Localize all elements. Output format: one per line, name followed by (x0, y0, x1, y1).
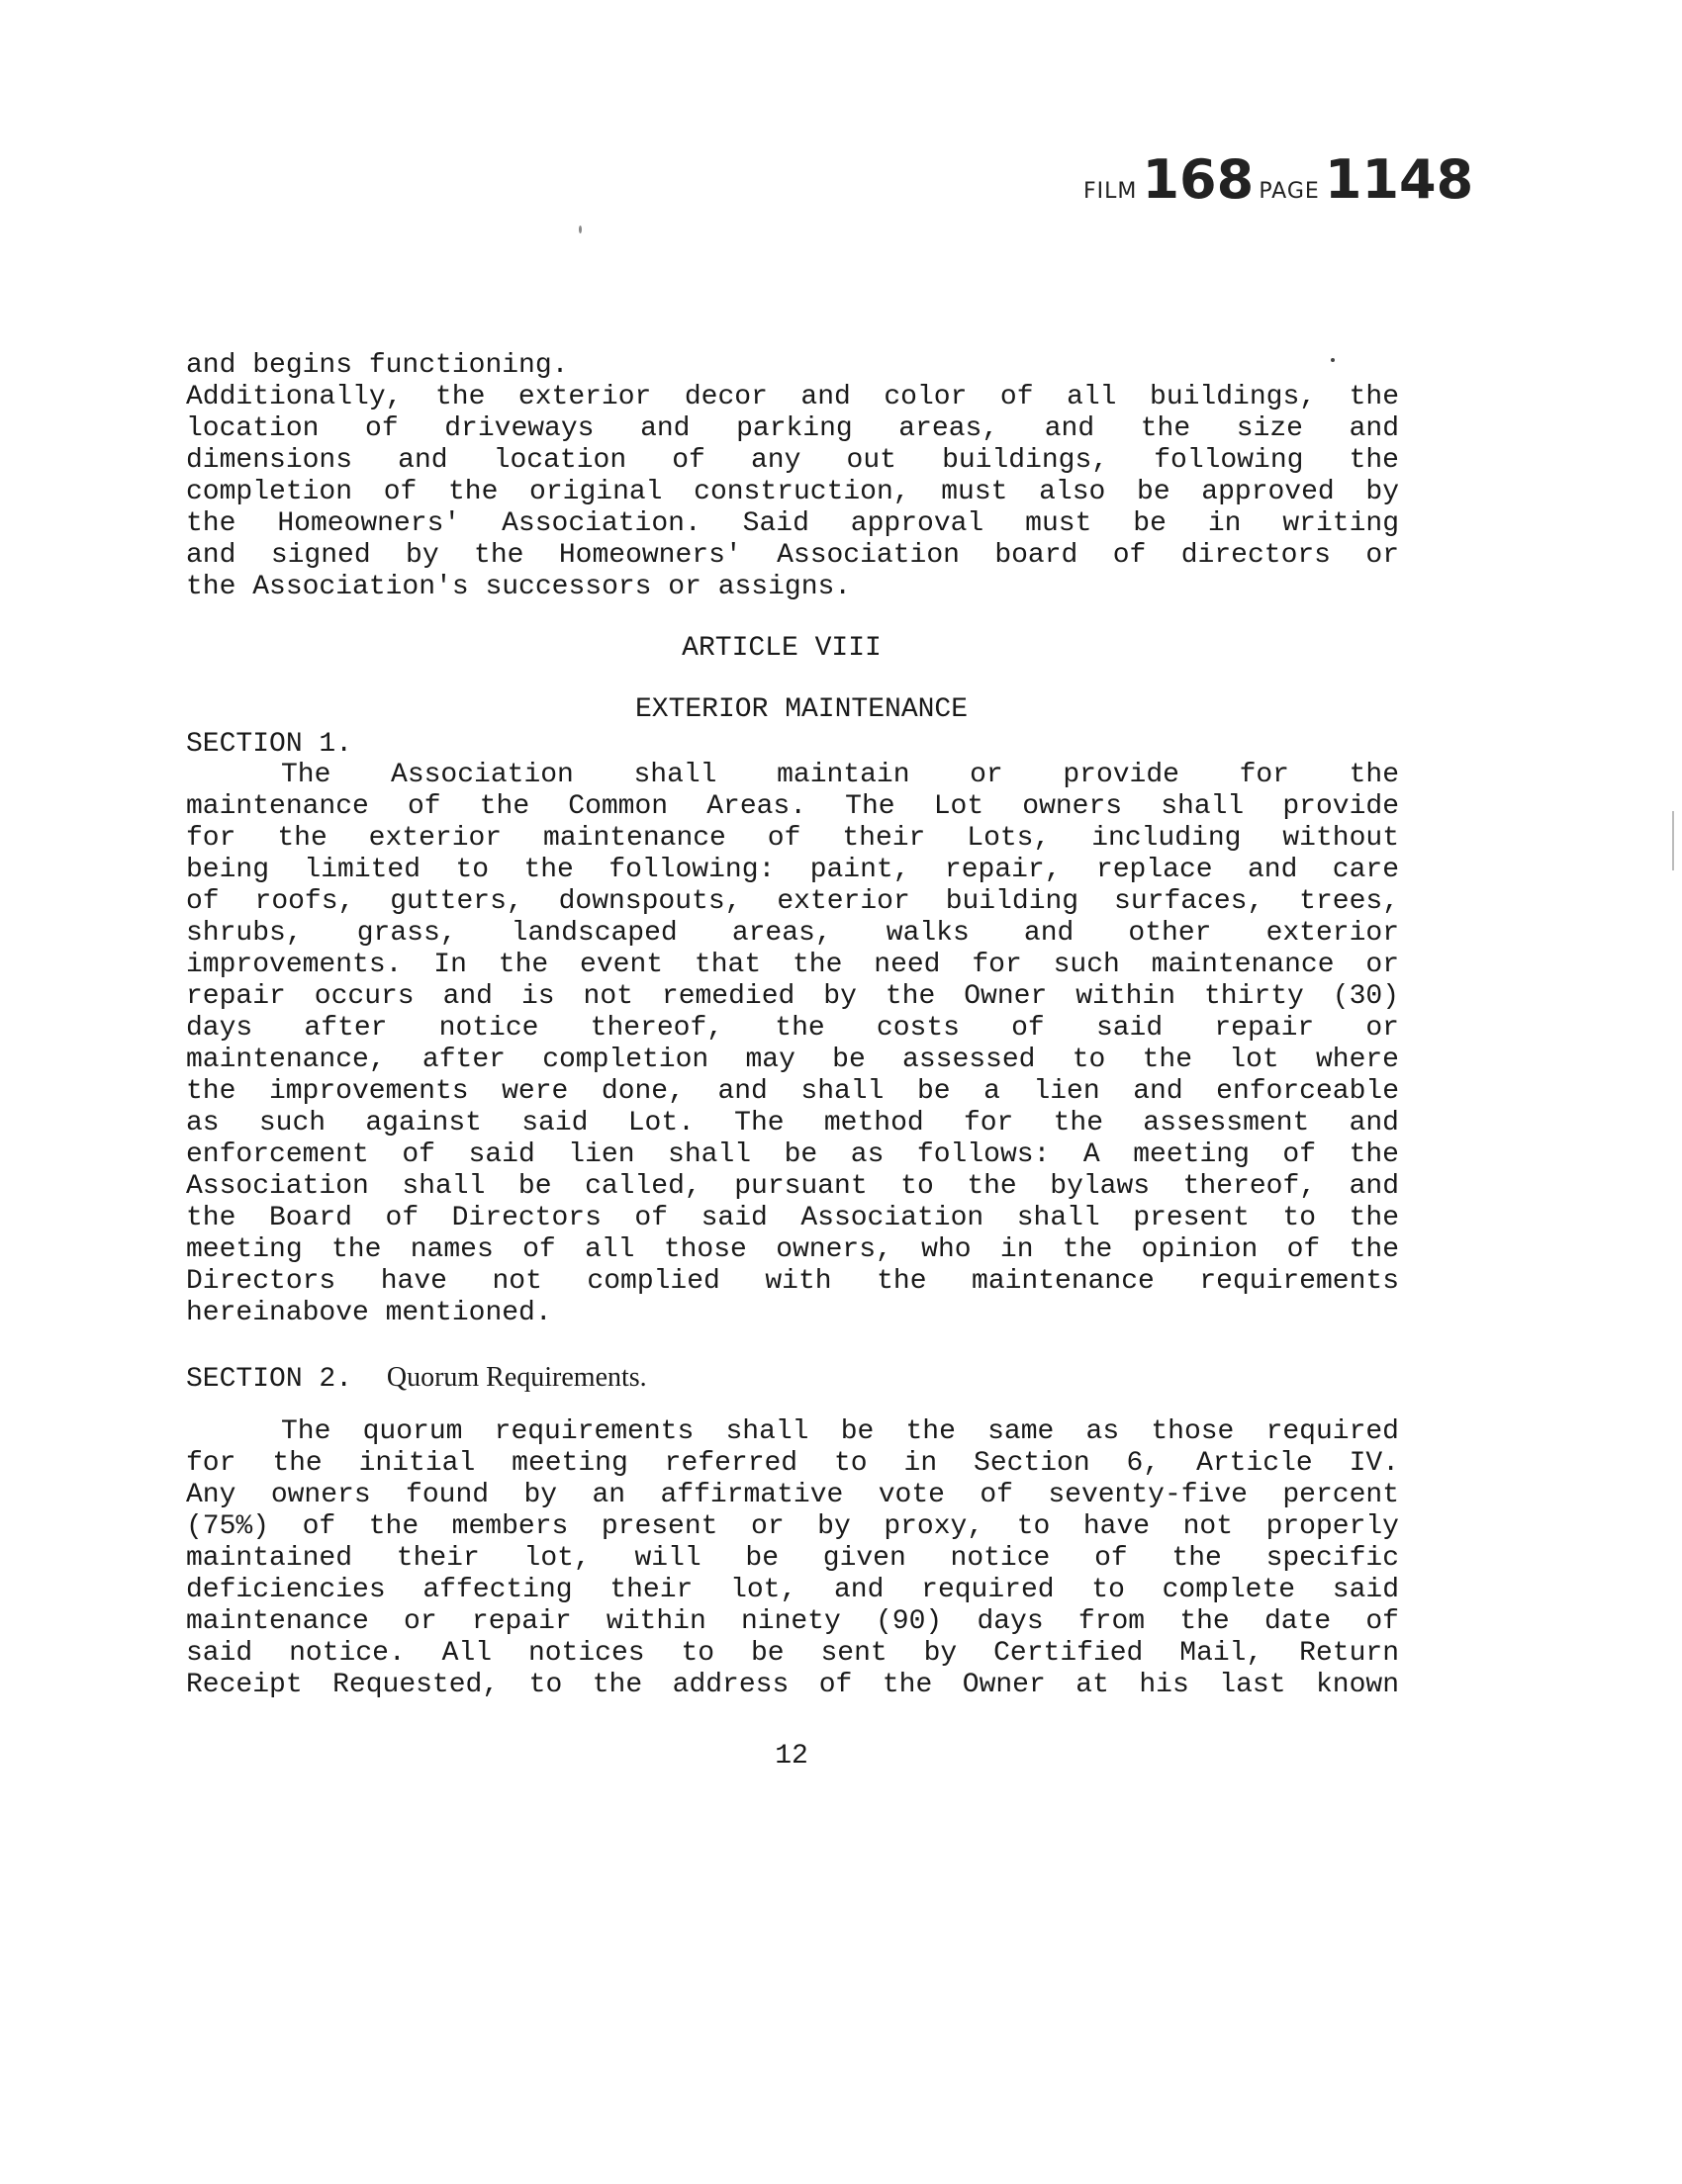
section-1-paragraph (186, 760, 1399, 1329)
text-line: Additionally, the exterior decor and color of all buildings, the (186, 382, 1399, 412)
text-line: dimensions and location of any out buildings, following the (186, 445, 1399, 476)
section-2-title: Quorum Requirements. (386, 1362, 647, 1393)
scan-speck (579, 226, 582, 233)
text-line: completion of the original construction, must also be approved by (186, 477, 1399, 507)
text-line: the Association's successors or assigns. (186, 572, 852, 602)
text-line: The Association shall maintain or provide for the (281, 760, 1399, 790)
text-line: of roofs, gutters, downspouts, exterior building surfaces, trees, (186, 886, 1399, 917)
text-line: hereinabove mentioned. (186, 1298, 552, 1328)
text-line: for the initial meeting referred to in Section 6, Article IV. (186, 1448, 1399, 1479)
scan-speck (1331, 358, 1335, 362)
page-number-stamp: 1148 (1324, 148, 1474, 211)
section-2-heading (186, 1362, 647, 1395)
text-line: (75%) of the members present or by proxy, to have not properly (186, 1511, 1399, 1542)
text-line: enforcement of said lien shall be as follows: A meeting of the (186, 1139, 1399, 1170)
text-line: Directors have not complied with the maintenance requirements (186, 1266, 1399, 1297)
film-number: 168 (1142, 148, 1255, 211)
section-2-paragraph (186, 1416, 1399, 1701)
text-line: meeting the names of all those owners, who in the opinion of the (186, 1234, 1399, 1265)
text-line: as such against said Lot. The method for the assessment and (186, 1108, 1399, 1138)
text-line: deficiencies affecting their lot, and required to complete said (186, 1575, 1399, 1605)
film-label: FILM (1083, 179, 1138, 204)
text-line: maintained their lot, will be given notice of the specific (186, 1543, 1399, 1574)
text-line: the improvements were done, and shall be a lien and enforceable (186, 1076, 1399, 1107)
text-line: Receipt Requested, to the address of the Owner at his last known (186, 1670, 1399, 1700)
page-number: 12 (775, 1741, 808, 1772)
text-line: and signed by the Homeowners' Association board of directors or (186, 540, 1399, 571)
text-line: the Homeowners' Association. Said approval must be in writing (186, 508, 1399, 539)
article-subtitle: EXTERIOR MAINTENANCE (634, 694, 969, 725)
page-label: PAGE (1259, 179, 1320, 204)
article-title: ARTICLE VIII (682, 633, 882, 664)
section-1-heading: SECTION 1. (186, 729, 353, 760)
text-line: the Board of Directors of said Association shall present to the (186, 1203, 1399, 1233)
text-line: being limited to the following: paint, repair, replace and care (186, 855, 1399, 885)
text-line: improvements. In the event that the need for such maintenance or (186, 950, 1399, 980)
text-line: Any owners found by an affirmative vote of seventy-five percent (186, 1480, 1399, 1510)
intro-paragraph (186, 350, 1399, 603)
text-line: shrubs, grass, landscaped areas, walks and other exterior (186, 918, 1399, 949)
section-2-number: SECTION 2. (186, 1364, 353, 1395)
text-line: maintenance or repair within ninety (90) days from the date of (186, 1606, 1399, 1637)
text-line: repair occurs and is not remedied by the Owner within thirty (30) (186, 981, 1399, 1012)
film-page-stamp (1083, 148, 1473, 211)
text-line: said notice. All notices to be sent by Certified Mail, Return (186, 1638, 1399, 1669)
text-line: location of driveways and parking areas, and the size and (186, 413, 1399, 444)
text-line: for the exterior maintenance of their Lots, including without (186, 823, 1399, 854)
scan-edge-mark (1672, 811, 1674, 870)
text-line: Association shall be called, pursuant to the bylaws thereof, and (186, 1171, 1399, 1202)
text-line: and begins functioning. (186, 350, 569, 381)
text-line: maintenance, after completion may be assessed to the lot where (186, 1045, 1399, 1075)
text-line: days after notice thereof, the costs of said repair or (186, 1013, 1399, 1044)
text-line: maintenance of the Common Areas. The Lot owners shall provide (186, 791, 1399, 822)
text-line: The quorum requirements shall be the same as those required (281, 1416, 1399, 1447)
